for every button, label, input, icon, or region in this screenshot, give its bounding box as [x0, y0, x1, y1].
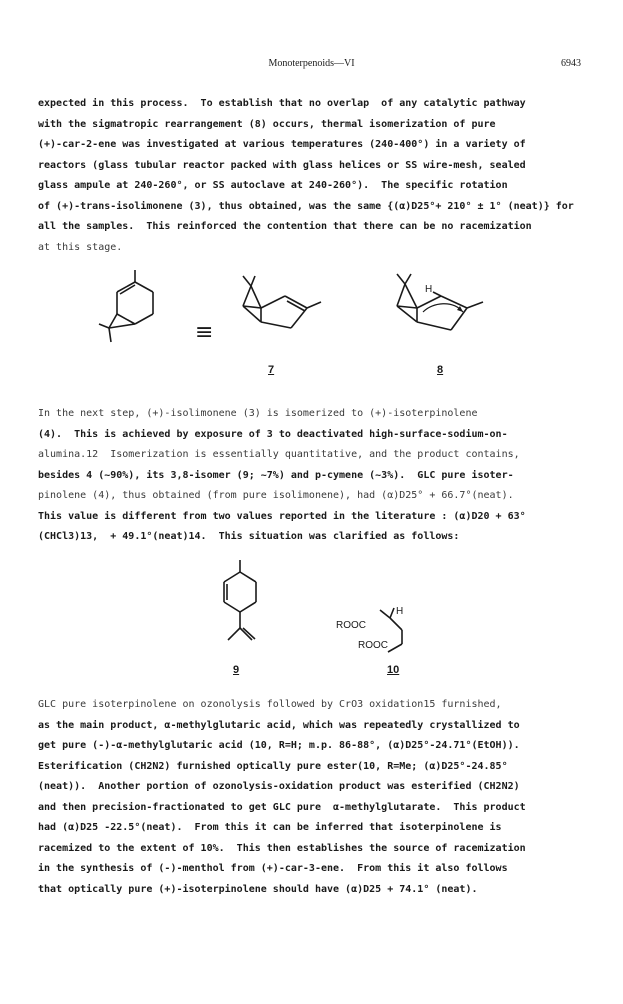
text-line: at this stage.	[38, 241, 123, 253]
hydrogen-label: H	[396, 606, 404, 617]
paragraph-1	[38, 94, 593, 258]
text-line: This value is different from two values reported in the literature : (α)D20 + 63°	[38, 510, 526, 522]
text-line: that optically pure (+)-isoterpinolene should have (α)D25 + 74.1° (neat).	[38, 883, 478, 895]
text-line: (CHCl3)13, + 49.1°(neat)14. This situation was clarified as follows:	[38, 531, 460, 542]
text-line: and then precision-fractionated to get GLC pure α-methylglutarate. This product	[38, 801, 526, 813]
equivalence-sign: ≡	[195, 320, 214, 345]
rooc-label-bottom: ROOC	[358, 640, 388, 651]
page-number: 6943	[561, 58, 581, 69]
text-line: glass ampule at 240-260°, or SS autoclave at 240-260°). The specific rotation	[38, 180, 508, 191]
text-line: GLC pure isoterpinolene on ozonolysis followed by CrO3 oxidation15 furnished,	[38, 699, 502, 710]
text-line: of (+)-trans-isolimonene (3), thus obtained, was the same {(α)D25°+ 210° ± 1° (neat)} for	[38, 200, 574, 212]
text-line: In the next step, (+)-isolimonene (3) is isomerized to (+)-isoterpinolene	[38, 408, 478, 419]
text-line: expected in this process. To establish that no overlap of any catalytic pathway	[38, 98, 526, 109]
paragraph-2	[38, 404, 593, 548]
text-line: all the samples. This reinforced the contention that there can be no racemization	[38, 221, 532, 232]
structure-9-label: 9	[233, 664, 240, 676]
text-line: as the main product, α-methylglutaric acid, which was repeatedly crystallized to	[38, 719, 520, 731]
text-line: had (α)D25 -22.5°(neat). From this it can be inferred that isoterpinolene is	[38, 822, 502, 833]
paragraph-3	[38, 695, 593, 900]
hydrogen-label: H	[425, 284, 433, 295]
text-line: in the synthesis of (-)-menthol from (+)-car-3-ene. From this it also follows	[38, 863, 508, 874]
text-line: (neat)). Another portion of ozonolysis-oxidation product was esterified (CH2N2)	[38, 781, 520, 792]
text-line: with the sigmatropic rearrangement (8) occurs, thermal isomerization of pure	[38, 118, 496, 130]
page-header	[0, 58, 623, 74]
rooc-label-top: ROOC	[336, 620, 366, 631]
structure-7-label: 7	[268, 364, 275, 376]
text-line: Esterification (CH2N2) furnished optically pure ester(10, R=Me; (α)D25°-24.85°	[38, 760, 508, 772]
text-line: (4). This is achieved by exposure of 3 to deactivated high-surface-sodium-on-	[38, 428, 508, 440]
text-line: reactors (glass tubular reactor packed with glass helices or SS wire-mesh, sealed	[38, 159, 526, 171]
text-line: (+)-car-2-ene was investigated at various temperatures (240-400°) in a variety of	[38, 139, 526, 150]
structure-10-label: 10	[387, 664, 400, 676]
text-line: besides 4 (~90%), its 3,8-isomer (9; ~7%) and p-cymene (~3%). GLC pure isoter-	[38, 469, 514, 481]
text-line: racemized to the extent of 10%. This then establishes the source of racemization	[38, 842, 526, 854]
structure-7-left-drawing	[95, 262, 175, 362]
text-line: alumina.12 Isomerization is essentially quantitative, and the product contains,	[38, 449, 520, 460]
running-title: Monoterpenoids—VI	[268, 58, 355, 69]
structure-8-drawing	[383, 268, 493, 352]
structure-7-perspective-drawing	[225, 272, 325, 352]
structure-9-drawing	[210, 556, 270, 660]
text-line: pinolene (4), thus obtained (from pure isolimonene), had (α)D25° + 66.7°(neat).	[38, 490, 514, 501]
structure-8-label: 8	[437, 364, 444, 376]
text-line: get pure (-)-α-methylglutaric acid (10, R=H; m.p. 86-88°, (α)D25°-24.71°(EtOH)).	[38, 740, 520, 751]
